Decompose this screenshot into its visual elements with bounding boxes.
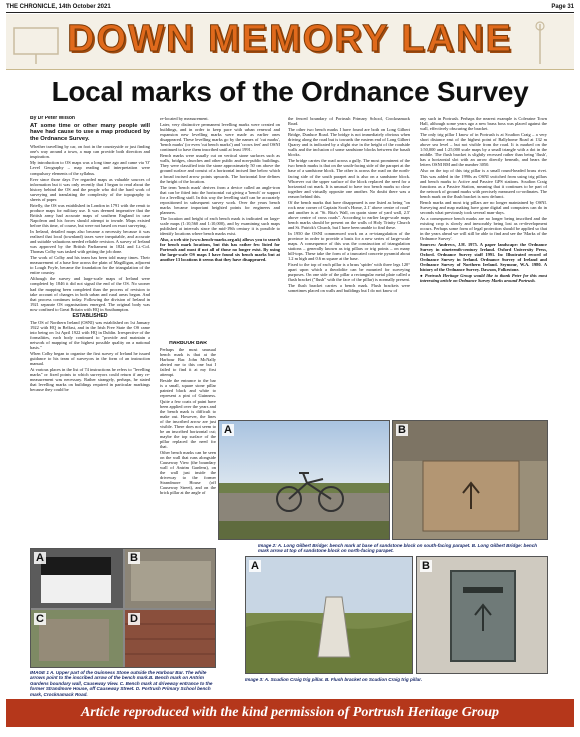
paragraph: Fixed to the top of each pillar is a brass 'spider' with three legs 120° apart upon which a theodolite can be mounted for surveying purposes. On one side of the pillar a rectangular metal plate called a flush bracket ("flush" with the face of the pillar) is normally present. The flush bracket carries a bench mark. Flush brackets were sometimes placed on walls and buildings but I do not know of	[288, 262, 410, 293]
bench-marks-photo-grid	[30, 548, 216, 668]
paragraph: Perhaps the most unusual bench mark is that at the Harbour Bar. John McNally alerted me to this one but I failed to find it at my first attempt.	[160, 347, 216, 378]
paragraph: Bench marks were usually cut on vertical stone surfaces such as walls, bridges, churches and other public and non-public buildings. They were classified into the stone approximately 50 cm above the ground surface and consist of a horizontal incised line below which a broad incised arrow points upwards. The horizontal line defines the height of the location.	[160, 153, 280, 184]
article-column-1	[30, 116, 150, 534]
paragraph: the fenced boundary of Portrush Primary School, Crocknamack Road.	[288, 116, 410, 127]
article-column-4	[420, 116, 547, 416]
page-number: Page 31	[551, 4, 574, 10]
flush-bracket-photo-b	[416, 556, 548, 674]
parapet-block-image	[393, 421, 548, 540]
byline: By Dr Peter Wilson	[30, 116, 75, 121]
paragraph: At various places in the list of 74 instructions he refers to "levelling marks" or fixed points to which surveyors could return if any re-measurement was necessary. Rather strangely, perhaps, he stated that levelling marks on buildings required in particular markings because they could be	[30, 367, 150, 393]
paragraph: My introduction to OS maps was a long time ago and came via 'O' Level Geography – map reading and interpretation were compulsory elements of the syllabus.	[30, 160, 150, 176]
image-3-caption: Image 3: A. Scudion Craig trig pillar. B. Flush bracket on Scudion Craig trig pillar.	[245, 677, 422, 682]
paragraph: Other bench marks can be seen on the wall that runs alongside Causeway View (the boundary wall of Antrim Gardens), on the wall just inside the driveway to the former Strandmore House (off Causeway Street), and on the brick pillar at the angle of	[160, 449, 216, 496]
photo-label-a: A	[251, 560, 259, 572]
paragraph: The bridge carries the road across a gully. The most prominent of the two bench marks is that on the south-facing side of the parapet at the base of a sandstone block. The other is across the road on the north-facing side of the south parapet and is also on a sandstone block. Whoever cut the upper surface of the block replaced the need for a horizontal cut mark. It is unusual to have two bench marks so close together and virtually opposite one another. No doubt there was a reason behind this.	[288, 158, 410, 199]
paragraph: Beside the entrance to the bar is a small, square stone pillar painted black and white to represent a pint of Guinness. Quite a few coats of paint have been applied over the years and the bench mark is difficult to make out. However, the lines of the inscribed arrow are just visible. There does not seem to be an inscribed horizontal cut; maybe the top surface of the pillar replaced the need for that.	[160, 378, 216, 449]
paragraph: Briefly, the OS was established in London in 1791 with the remit to produce maps for military use. It was deemed imperative that the British army had accurate maps of southern England in case Napoleon and his forces should attempt to invade. Maps existed before this time, of course, but were not based on exact surveying.	[30, 202, 150, 228]
acknowledgement-note: ● Portrush Heritage Group would like to thank Peter for this most interesting article on Ordnance Survey Marks around Portrush.	[420, 273, 547, 284]
photo-label-b: B	[398, 424, 406, 436]
page-header	[6, 2, 574, 12]
banner-title: DOWN MEMORY LANE	[67, 18, 513, 60]
bridge-scene-image	[219, 421, 390, 540]
lead-paragraph: AT some time or other many people will have had cause to use a map produced by the Ordnance Survey.	[30, 123, 150, 142]
photo-label-b: B	[422, 560, 430, 572]
website-note: Also, a web site (www.bench-marks.org.uk) allows you to search for bench mark locations, but this has rather few listed for Portrush and most if not all of those no longer exist. By using the large-scale OS maps I have found six bench marks but at another 13 locations it seems that they have disappeared.	[160, 237, 280, 263]
paragraph: In 1950 the OSNI commenced work on a re-triangulation of the province in order to provide a basis for a new series of large-scale maps. A consequence of this was the construction of triangulation stations – generally known as trig pillars or trig points – on many hill-tops. These take the form of a truncated concrete pyramid about 1.2 m high and 0.6 m square at the base.	[288, 231, 410, 262]
footer-text: Article reproduced with the kind permission of Portrush Heritage Group	[80, 705, 500, 720]
paragraph: As a consequence bench marks are no longer being inscribed and the existing crop is slowly and inexorably being lost as re-development occurs. Perhaps some form of legal protection should be applied so that in the years ahead we will still be able to find and see the 'Marks of the Ordnance Survey'.	[420, 215, 547, 242]
photo-label-d: D	[130, 613, 138, 625]
photo-label-a: A	[224, 424, 232, 436]
image-2-caption: Image 2: A. Long Gilbert Bridge: bench mark at base of sandstone block on south-facing parapet. B. Long Gilbert Bridge: bench mark arrow at top of sandstone block on north-facing parapet.	[258, 543, 538, 554]
bench-mark-grid-image	[31, 549, 216, 668]
header-rule	[6, 12, 574, 13]
trig-pillar-photo-a	[245, 556, 413, 674]
paragraph: The OS of Northern Ireland (OSNI) was established on 1st January 1922 with HQ in Belfast, and in the Irish Free State the OS came into being on 1st April 1922 with HQ in Dublin. Irrespective of the formalities, each body continued to "provide and maintain a network of mapping of the highest possible quality on a national basis."	[30, 319, 150, 351]
paragraph: The other two bench marks I have found are both on Long Gilbert Bridge, Dunluce Road. The bridge is not immediately obvious when driving along the road but is towards the eastern end of Long Gilbert Quarry and is indicated by a slight rise in the height of the roadside walls and the inclusion of some sandstone blocks between the basalt blocks.	[288, 127, 410, 158]
flush-bracket-image	[417, 557, 548, 674]
paragraph: Although the survey and large-scale maps of Ireland were completed by 1846 it did not signal the end of the OS. No sooner had the mapping been completed than the process of revision to take account of changes in both urban and rural areas began. And that process continues today. Following the division of Ireland in 1921 separate OS organisations emerged. The original body was now confined to Great Britain with HQ in Southampton.	[30, 276, 150, 312]
credit-footer	[6, 699, 574, 727]
subheading-established: ESTABLISHED	[72, 312, 108, 319]
paragraph: The location and height of each bench mark is indicated on large-scale maps (1:10,560 and 1:10,000), and by examining such maps published at intervals since the mid-19th century it is possible to identify locations where bench marks exist.	[160, 215, 280, 237]
paragraph: re-located by measurement.	[160, 116, 209, 121]
article-column-2-continued	[160, 341, 216, 543]
sources: Sources: Andrews, J.H. 1975. A paper landscape: the Ordnance Survey in nineteenth-century Ireland. Oxford University Press, Oxford. Ordnance Survey staff 1991. In: Illustrated record of Ordnance Survey in Ireland. Ordnance Survey of Ireland and Ordnance Survey of Northern Ireland. Seymour, W.A. 1980. A history of the Ordnance Survey. Dawson, Folkestone.	[420, 242, 547, 273]
article-column-3	[288, 116, 410, 416]
subheading-harbour-bar: HARBOUR BAR	[169, 341, 207, 346]
paragraph: Also on the top of this trig pillar is a small round-headed brass rivet. This was added in the 1990s as OSNI switched from using trig pillars and bench marks to Active and Passive GPS stations. Scudion Craig functions as a Passive Station, meaning that it continues to be part of the network of ground marks with precisely measured co-ordinates. The bench mark on the flush bracket is now defunct.	[420, 168, 547, 199]
paragraph: The work of Colby and his team has been told many times. Their measurement of a base line across the plain of Magilligan, adjacent to Lough Foyle, became the foundation for the triangulation of the entire country.	[30, 255, 150, 276]
photo-label-b: B	[130, 552, 138, 564]
paragraph: Later, very distinctive permanent levelling marks were created on buildings, and in order to keep pace with urban renewal and expansion new levelling marks were made as earlier ones disappeared. These levelling marks go by the names of 'cut marks', 'bench marks' (or even 'cut bench marks') and 'crows feet' and OSNI continued to have them inscribed until at least 1991.	[160, 122, 280, 153]
paragraph: Bench marks and most trig pillars are no longer maintained by OSNI. Surveying and map making have gone digital and computers can do in seconds what previously took several man-days.	[420, 199, 547, 215]
photo-label-c: C	[36, 613, 44, 625]
paragraph: any such in Portrush. Perhaps the nearest example is Coleraine Town Hall, although some years ago a new brass boss was placed against the wall, effectively obscuring the bracket.	[420, 116, 547, 132]
bridge-photo-a	[218, 420, 390, 540]
article-headline: Local marks of the Ordnance Survey	[51, 76, 529, 107]
image-1-caption: IMAGE 1 A. Upper part of the Guinness Stone outside the Harbour Bar. The white arrows point to the inscribed arrow of the bench mark.B. Bench mark on Antrim Gardens boundary wall, Causeway View. C. Bench mark at driveway entrance to the former Strandmore House, off Causeway Street. D. Portrush Primary School bench mark, Crocknamack Road.	[30, 670, 213, 697]
paragraph: Whether travelling by car, on foot in the countryside or just finding one's way around a town, a map can provide both direction and inspiration.	[30, 144, 150, 160]
paragraph: Of the bench marks that have disappeared is one listed as being "on rock near corner of Captain Scott's Home, 2.1' above centre of road" and another is at "St. Rita's Wall, on quoin stone of yard wall, 2.5' above centre of cross roads". According to earlier large-scale maps bench marks should be present on the walls of Holy Trinity Church and St. Patrick's Church, but I have been unable to find these.	[288, 199, 410, 230]
section-banner	[6, 14, 574, 70]
paragraph: Ever since those days I've regarded maps as valuable sources of information but it was only recently that I began to read about the history behind the OS and the people who did the hard work of surveying and translating the complexity of the topography to sheets of paper.	[30, 176, 150, 202]
bridge-photo-b	[392, 420, 548, 540]
trig-pillar-image	[246, 557, 413, 674]
paragraph: The only trig pillar I know of in Portrush is at Scudion Craig – a very short distance east of the highest point of Ballyhome Road at 132 m above sea level – but not visible from the road. It is marked on the 1:50,000 and 1:25,000 scale maps by a small triangle with a dot in the middle. The flush bracket is slightly recessed rather than being 'flush', has a horizontal slot with an arrow directly beneath, and bears the letters OSNI BM and the number 3050.	[420, 132, 547, 168]
paragraph: In Ireland, detailed maps also became a necessity because it was realised that local (townland) taxes were inequitable, and accurate and suitable valuations needed reliable revision. A survey of Ireland was approved by the British Parliament in 1824 and Lt.-Col. Thomas Colby was tasked with getting the job done.	[30, 229, 150, 255]
photo-label-a: A	[36, 552, 44, 564]
paragraph: When Colby began to organise the first survey of Ireland he issued guidance to his team of surveyors in the form of an instruction manual.	[30, 351, 150, 367]
paragraph: The term 'bench mark' derives from a device called an angle-iron that can be fitted into the horizontal cut giving a 'bench' or support for a levelling staff. In this way the levelling staff can be accurately repositioned in subsequent survey work. Over the years bench marks became important heighted points for engineers and planners.	[160, 184, 280, 215]
publication-name: THE CHRONICLE, 14th October 2021	[6, 4, 111, 10]
